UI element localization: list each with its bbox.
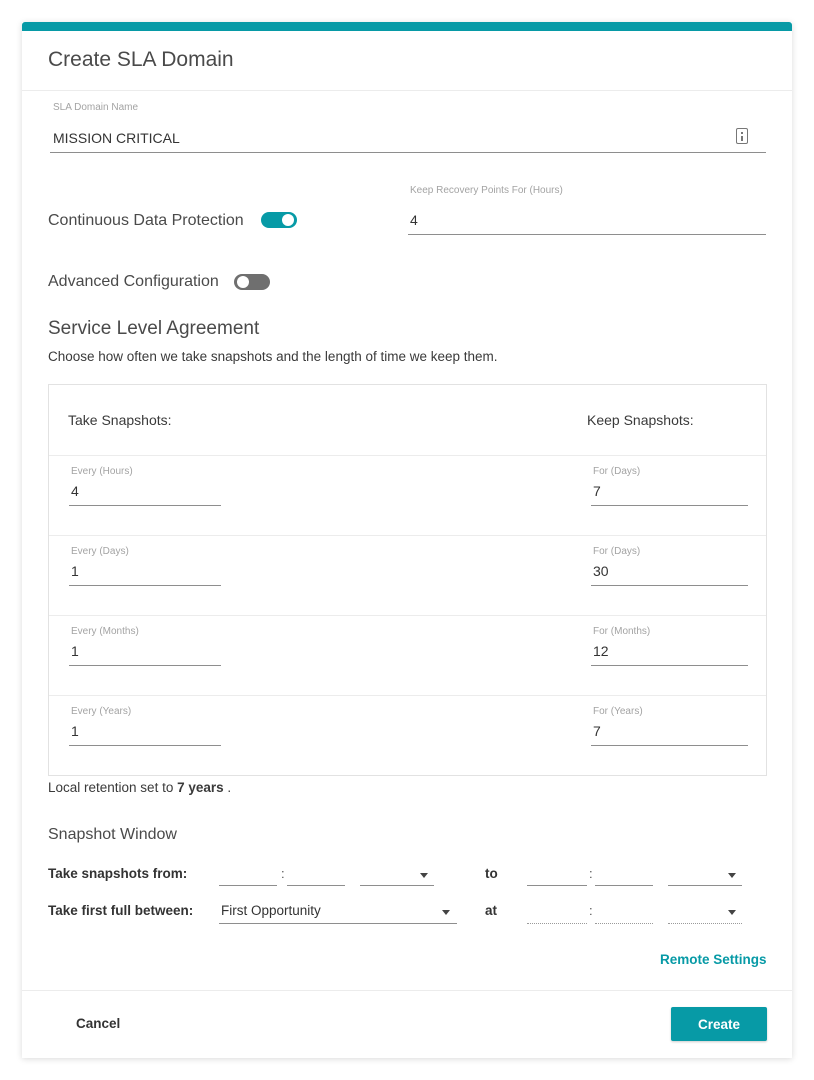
every-input[interactable]: 1: [71, 723, 79, 739]
sla-section-subtitle: Choose how often we take snapshots and the length of time we keep them.: [48, 349, 498, 364]
sla-name-underline: [50, 152, 766, 153]
to-hour-input[interactable]: [527, 885, 587, 886]
retention-suffix: .: [227, 780, 232, 795]
snapshots-from-label: Take snapshots from:: [48, 866, 188, 881]
time-colon: :: [281, 866, 285, 881]
title-divider: [22, 90, 792, 91]
first-full-underline: [219, 923, 457, 924]
every-label: Every (Years): [71, 706, 132, 717]
sla-section-title: Service Level Agreement: [48, 318, 260, 339]
create-sla-dialog: [22, 22, 792, 1058]
create-button[interactable]: Create: [671, 1007, 767, 1041]
from-minute-input[interactable]: [287, 885, 345, 886]
first-full-select[interactable]: First Opportunity: [221, 903, 321, 918]
cdp-label: Continuous Data Protection: [48, 212, 244, 229]
sla-table: [48, 384, 767, 776]
snapshot-window-title: Snapshot Window: [48, 826, 177, 843]
recovery-points-underline: [408, 234, 766, 235]
advanced-config-toggle[interactable]: [234, 274, 270, 290]
dialog-accent-bar: [22, 22, 792, 31]
footer-divider: [22, 990, 792, 991]
recovery-points-label: Keep Recovery Points For (Hours): [410, 185, 563, 196]
every-underline: [69, 745, 221, 746]
every-input[interactable]: 1: [71, 643, 79, 659]
at-label: at: [485, 903, 498, 918]
for-underline: [591, 665, 748, 666]
for-underline: [591, 505, 748, 506]
caret-down-icon: [728, 873, 736, 878]
for-label: For (Days): [593, 466, 641, 477]
for-input[interactable]: 12: [593, 643, 609, 659]
caret-down-icon: [442, 910, 450, 915]
to-ampm-select[interactable]: [668, 885, 742, 886]
retention-value: 7 years: [177, 780, 224, 795]
for-label: For (Years): [593, 706, 643, 717]
every-input[interactable]: 1: [71, 563, 79, 579]
every-underline: [69, 505, 221, 506]
cancel-button[interactable]: Cancel: [76, 1016, 121, 1031]
for-label: For (Months): [593, 626, 651, 637]
every-underline: [69, 585, 221, 586]
toggle-knob: [282, 214, 294, 226]
dialog-title: Create SLA Domain: [48, 48, 234, 71]
time-colon: :: [589, 866, 593, 881]
caret-down-icon: [420, 873, 428, 878]
recovery-points-input[interactable]: 4: [410, 212, 418, 228]
every-input[interactable]: 4: [71, 483, 79, 499]
row-divider: [49, 455, 766, 456]
remote-settings-link[interactable]: Remote Settings: [660, 952, 767, 967]
keep-snapshots-header: Keep Snapshots:: [587, 412, 694, 428]
from-ampm-select[interactable]: [360, 885, 434, 886]
cdp-toggle[interactable]: [261, 212, 297, 228]
row-divider: [49, 695, 766, 696]
for-underline: [591, 585, 748, 586]
for-input[interactable]: 7: [593, 723, 601, 739]
sla-name-label: SLA Domain Name: [53, 102, 139, 113]
every-underline: [69, 665, 221, 666]
local-retention-text: [48, 780, 231, 795]
for-underline: [591, 745, 748, 746]
advanced-config-label: Advanced Configuration: [48, 273, 219, 290]
row-divider: [49, 535, 766, 536]
retention-prefix: Local retention set to: [48, 780, 174, 795]
for-input[interactable]: 30: [593, 563, 609, 579]
every-label: Every (Days): [71, 546, 129, 557]
sla-name-input[interactable]: MISSION CRITICAL: [53, 130, 180, 146]
caret-down-icon: [728, 910, 736, 915]
info-badge-icon[interactable]: [736, 128, 748, 144]
to-label: to: [485, 866, 498, 881]
to-minute-input[interactable]: [595, 885, 653, 886]
take-snapshots-header: Take Snapshots:: [68, 412, 172, 428]
for-label: For (Days): [593, 546, 641, 557]
first-full-label: Take first full between:: [48, 903, 194, 918]
for-input[interactable]: 7: [593, 483, 601, 499]
from-hour-input[interactable]: [219, 885, 277, 886]
row-divider: [49, 615, 766, 616]
time-colon: :: [589, 903, 593, 918]
at-ampm-select[interactable]: [668, 923, 742, 924]
at-hour-input[interactable]: [527, 923, 587, 924]
toggle-knob: [237, 276, 249, 288]
every-label: Every (Hours): [71, 466, 133, 477]
at-minute-input[interactable]: [595, 923, 653, 924]
every-label: Every (Months): [71, 626, 139, 637]
